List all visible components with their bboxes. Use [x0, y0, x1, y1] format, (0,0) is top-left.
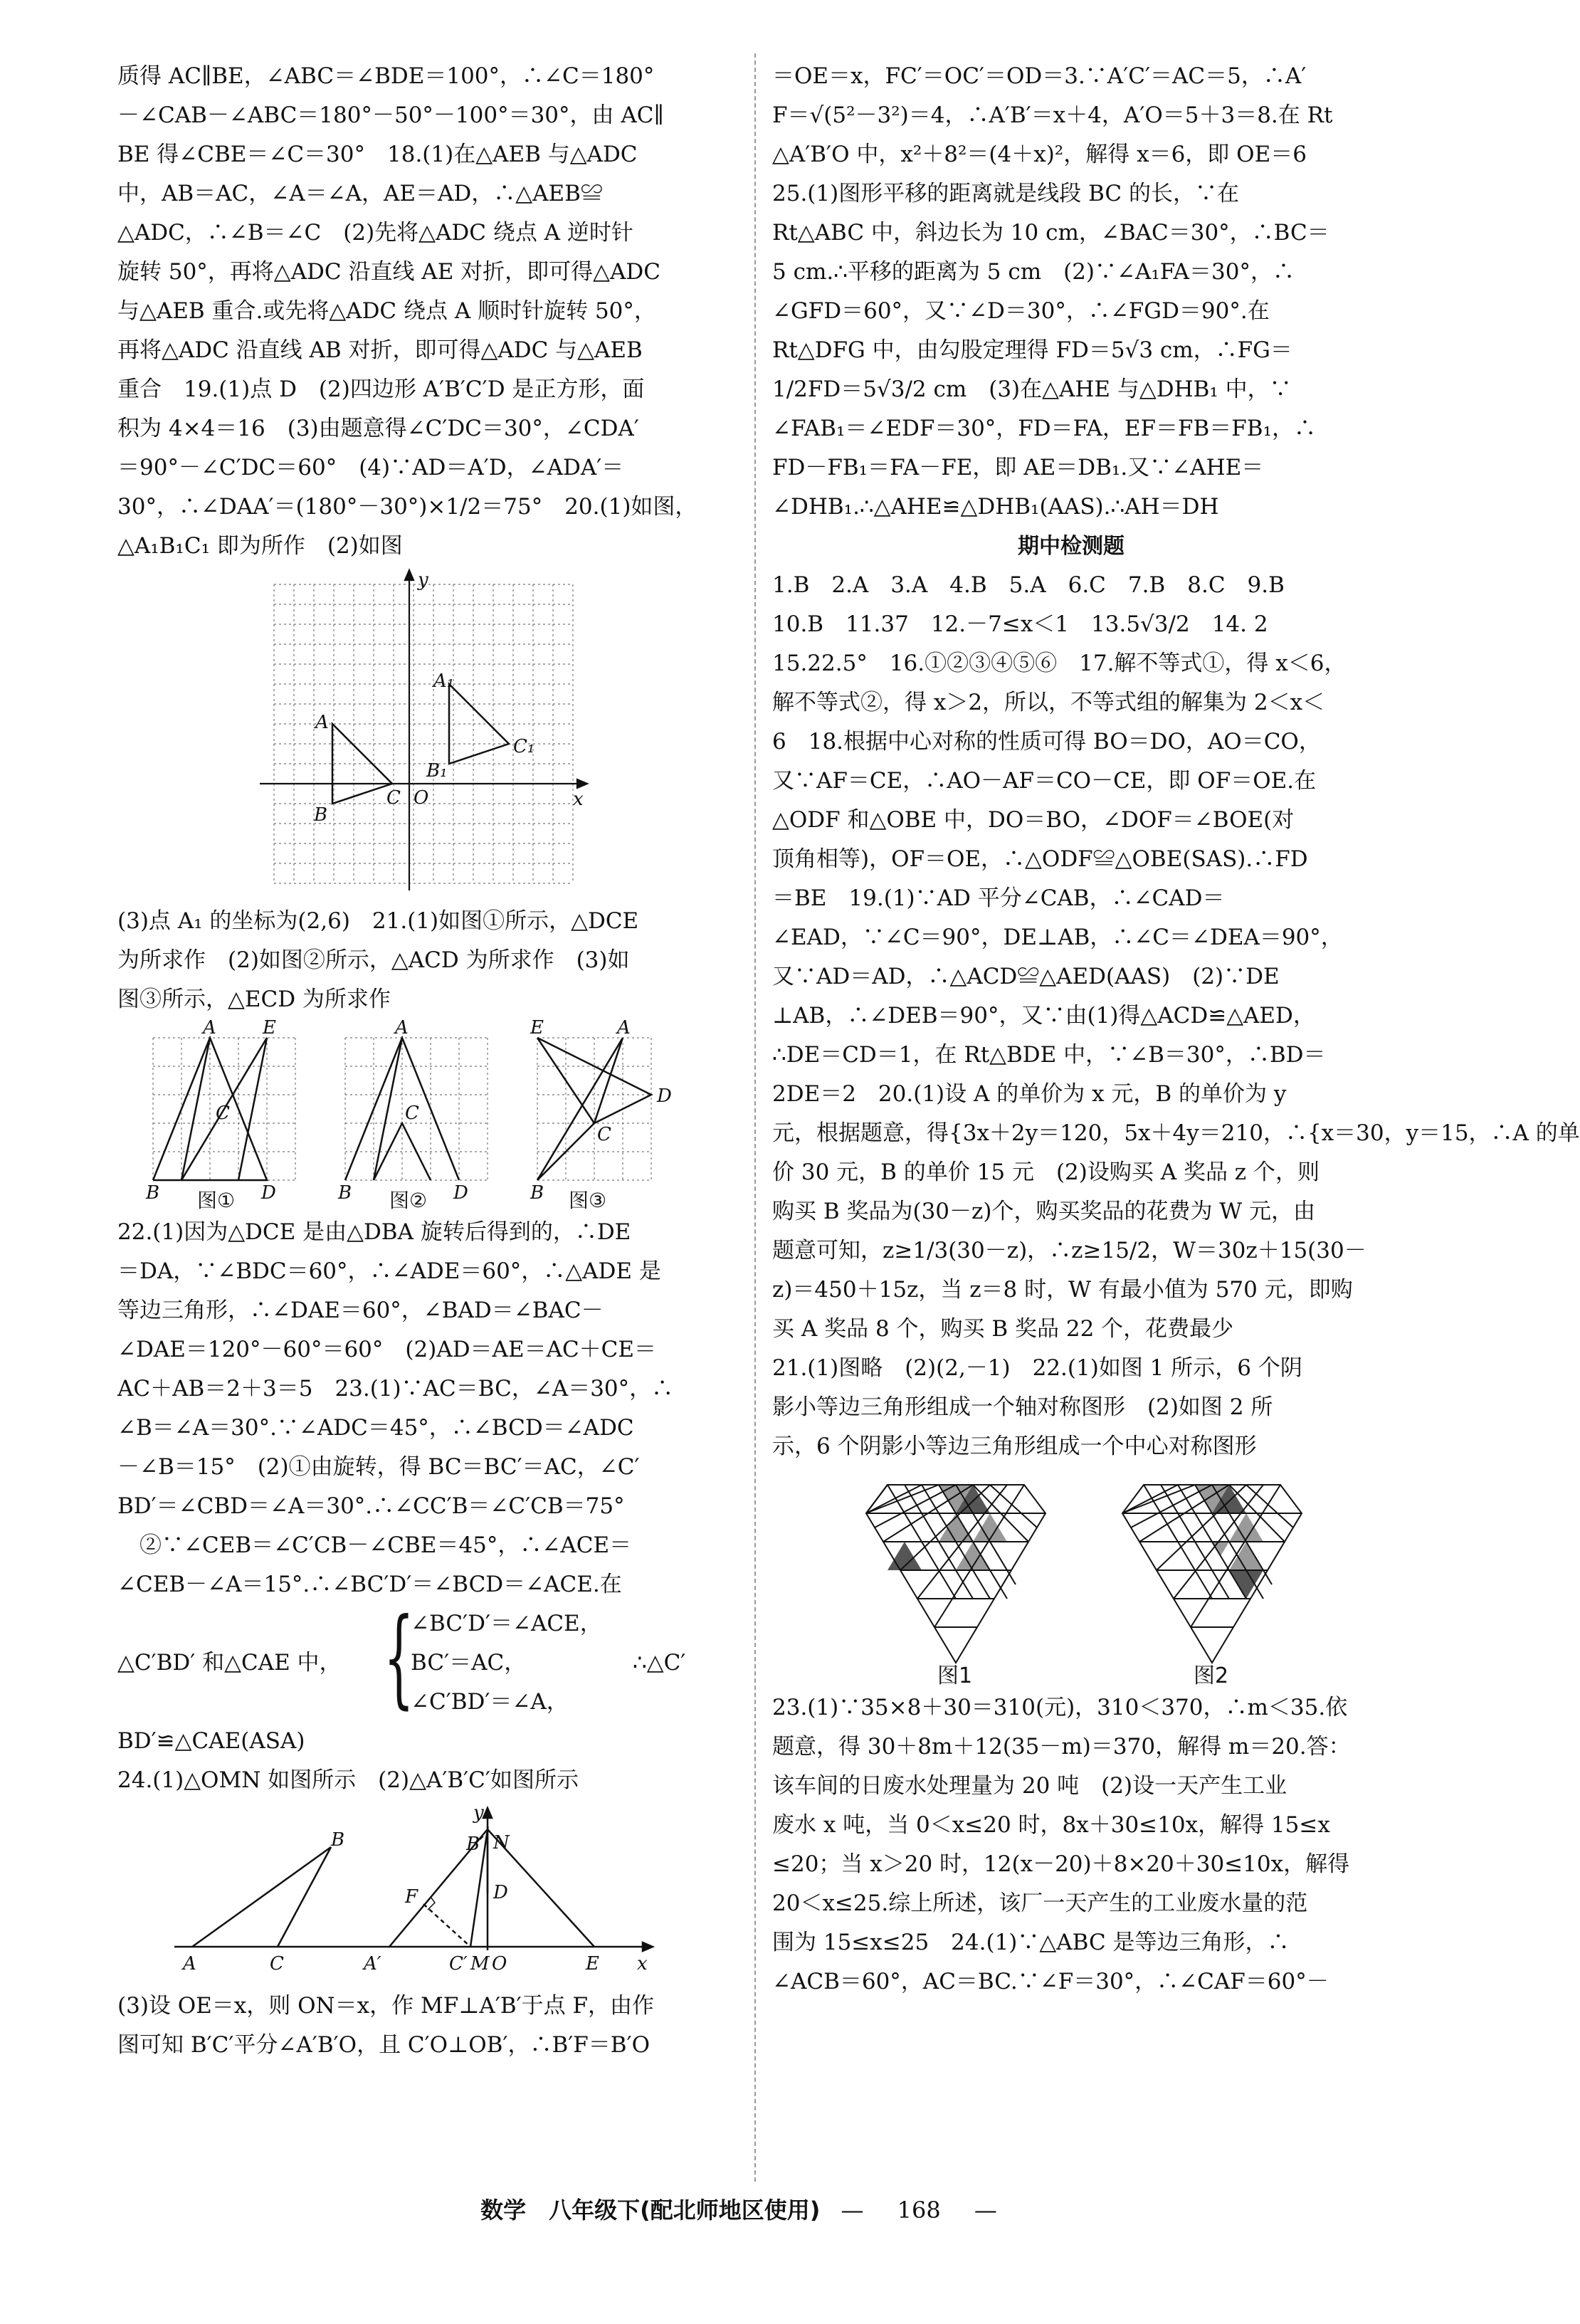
- footer-subject: 数学 八年级下(配北师地区使用): [480, 2197, 821, 2224]
- g3-label-d: D: [657, 1085, 672, 1107]
- text-line: 20＜x≤25.综上所述，该厂一天产生的工业废水量的范: [772, 1891, 1308, 1916]
- figure-22-svg: [772, 1471, 1370, 1688]
- text-line: 题意，得 30＋8m＋12(35－m)＝370，解得 m＝20.答：: [772, 1734, 1351, 1760]
- text-line: 又∵AD＝AD，∴△ACD≌△AED(AAS) (2)∵DE: [772, 964, 1280, 989]
- f24-label-n: N: [493, 1832, 510, 1854]
- text-line: －∠CAB－∠ABC＝180°－50°－100°＝30°，由 AC∥: [117, 102, 664, 128]
- text-line: Rt△ABC 中，斜边长为 10 cm，∠BAC＝30°，∴BC＝: [772, 220, 1329, 246]
- text-line: △A′B′O 中，x²＋8²＝(4＋x)²，解得 x＝6，即 OE＝6: [772, 142, 1307, 167]
- g1-label-e: E: [263, 1017, 276, 1039]
- left-text-block-c: [117, 1213, 715, 1604]
- text-line: 解不等式②，得 x＞2，所以，不等式组的解集为 2＜x＜: [772, 690, 1325, 715]
- text-line: 5 cm.∴平移的距离为 5 cm (2)∵∠A₁FA＝30°，∴: [772, 259, 1295, 285]
- column-divider: [754, 53, 756, 2182]
- grid-3: [537, 1038, 651, 1180]
- text-line: △A₁B₁C₁ 即为所作 (2)如图: [117, 533, 403, 559]
- g2-label-a: A: [395, 1017, 409, 1039]
- axes: [260, 570, 587, 890]
- text-line: ＝OE＝x，FC′＝OC′＝OD＝3.∵A′C′＝AC＝5，∴A′: [772, 63, 1307, 89]
- text-line: 2DE＝2 20.(1)设 A 的单价为 x 元，B 的单价为 y: [772, 1081, 1287, 1107]
- f24-label-d: D: [493, 1882, 508, 1903]
- footer-dash-right: —: [974, 2197, 997, 2224]
- left-text-block-b: [117, 902, 715, 1019]
- right-column: [772, 57, 1580, 2002]
- left-column: [117, 57, 715, 2065]
- text-line: ∠DHB₁.∴△AHE≌△DHB₁(AAS).∴AH＝DH: [772, 494, 1219, 520]
- text-line: 元，根据题意，得{3x＋2y＝120，5x＋4y＝210，∴{x＝30，y＝15，∴A 的单: [772, 1120, 1580, 1146]
- text-line: 为所求作 (2)如图②所示，△ACD 为所求作 (3)如: [117, 947, 630, 973]
- equation-system: [117, 1596, 715, 1722]
- caption-fig22-1: 图1: [937, 1663, 973, 1688]
- caption-fig-1: 图①: [197, 1189, 236, 1212]
- text-line: 买 A 奖品 8 个，购买 B 奖品 22 个，花费最少: [772, 1316, 1234, 1342]
- text-line: ＝DA，∵∠BDC＝60°，∴∠ADE＝60°，∴△ADE 是: [117, 1258, 661, 1284]
- origin-label: O: [414, 787, 429, 809]
- g2-label-c: C: [405, 1103, 419, 1124]
- text-line: 示，6 个阴影小等边三角形组成一个中心对称图形: [772, 1434, 1257, 1459]
- f24-label-c: C: [270, 1953, 284, 1975]
- figure-24-axes: [174, 1808, 653, 1951]
- f24-label-a-prime: A′: [364, 1953, 381, 1975]
- g3-label-a: A: [617, 1017, 631, 1039]
- text-line: ∠ACB＝60°，AC＝BC.∵∠F＝30°，∴∠CAF＝60°－: [772, 1969, 1329, 1994]
- text-line: 图可知 B′C′平分∠A′B′O，且 C′O⊥OB′，∴B′F＝B′O: [117, 2032, 651, 2058]
- figure-20-svg: [117, 570, 715, 898]
- text-line: FD－FB₁＝FA－FE，即 AE＝DB₁.又∵∠AHE＝: [772, 455, 1264, 480]
- text-line: AC＋AB＝2＋3＝5 23.(1)∵AC＝BC，∠A＝30°，∴: [117, 1376, 674, 1402]
- text-line: ②∵∠CEB＝∠C′CB－∠CBE＝45°，∴∠ACE＝: [117, 1532, 632, 1558]
- text-line: 图③所示，△ECD 为所求作: [117, 987, 391, 1012]
- left-text-block-a: [117, 57, 715, 566]
- figure-20-coordinate-grid: [117, 570, 715, 898]
- text-line: 价 30 元，B 的单价 15 元 (2)设购买 A 奖品 z 个，则: [772, 1160, 1320, 1185]
- caption-fig-2: 图②: [389, 1189, 428, 1212]
- text-line: Rt△DFG 中，由勾股定理得 FD＝5√3 cm，∴FG＝: [772, 337, 1292, 363]
- text-line: 购买 B 奖品为(30－z)个，购买奖品的花费为 W 元，由: [772, 1199, 1316, 1224]
- figure-24-triangles: [192, 1829, 594, 1947]
- section-title-midterm: 期中检测题: [1018, 534, 1125, 559]
- text-line: 1/2FD＝5√3/2 cm (3)在△AHE 与△DHB₁ 中，∵: [772, 377, 1292, 402]
- text-line: BE 得∠CBE＝∠C＝30° 18.(1)在△AEB 与△ADC: [117, 142, 638, 167]
- g3-label-b: B: [530, 1182, 544, 1204]
- f24-label-m: M: [470, 1953, 490, 1975]
- text-line: 积为 4×4＝16 (3)由题意得∠C′DC＝30°，∠CDA′: [117, 416, 639, 441]
- text-line: ∠DAE＝120°－60°＝60° (2)AD＝AE＝AC＋CE＝: [117, 1337, 657, 1362]
- text-line: 重合 19.(1)点 D (2)四边形 A′B′C′D 是正方形，面: [117, 377, 645, 402]
- text-line: 1.B 2.A 3.A 4.B 5.A 6.C 7.B 8.C 9.B: [772, 572, 1285, 598]
- system-conclusion: ∴△C′: [633, 1650, 686, 1676]
- text-line: (3)点 A₁ 的坐标为(2,6) 21.(1)如图①所示，△DCE: [117, 908, 639, 934]
- point-label-b: B: [314, 804, 328, 826]
- text-line: ⊥AB，∴∠DEB＝90°，又∵由(1)得△ACD≌△AED，: [772, 1003, 1315, 1029]
- f24-label-a: A: [183, 1953, 196, 1975]
- text-line: 与△AEB 重合.或先将△ADC 绕点 A 顺时针旋转 50°，: [117, 298, 656, 324]
- x-axis-label: x: [573, 789, 584, 810]
- system-intro: △C′BD′ 和△CAE 中，: [117, 1650, 342, 1676]
- point-label-a1: A₁: [433, 671, 455, 692]
- text-line: ∠B＝∠A＝30°.∵∠ADC＝45°，∴∠BCD＝∠ADC: [117, 1415, 634, 1441]
- figure-22-triangle-grids: [772, 1471, 1370, 1688]
- text-line: 30°，∴∠DAA′＝(180°－30°)×1/2＝75° 20.(1)如图，: [117, 494, 697, 520]
- text-line: z)＝450＋15z，当 z＝8 时，W 有最小值为 570 元，即购: [772, 1277, 1353, 1303]
- system-row: ∠C′BD′＝∠A，: [411, 1689, 569, 1715]
- text-line: ≤20；当 x＞20 时，12(x－20)＋8×20＋30≤10x，解得: [772, 1851, 1350, 1877]
- point-label-b1: B₁: [426, 760, 448, 782]
- text-line: BD′≌△CAE(ASA): [117, 1728, 305, 1754]
- system-row: ∠BC′D′＝∠ACE，: [411, 1611, 602, 1636]
- system-brace: {: [384, 1596, 414, 1720]
- f24-label-o: O: [492, 1953, 507, 1975]
- text-line: 影小等边三角形组成一个轴对称图形 (2)如图 2 所: [772, 1394, 1273, 1420]
- triangle-abc: [332, 724, 392, 804]
- text-line: △ODF 和△OBE 中，DO＝BO，∠DOF＝∠BOE(对: [772, 807, 1295, 833]
- text-line: F＝√(5²－3²)＝4，∴A′B′＝x＋4，A′O＝5＋3＝8.在 Rt: [772, 102, 1333, 128]
- g1-label-c: C: [216, 1103, 230, 1124]
- caption-fig22-2: 图2: [1194, 1663, 1229, 1688]
- text-line: △ADC，∴∠B＝∠C (2)先将△ADC 绕点 A 逆时针: [117, 220, 633, 246]
- f24-label-e: E: [586, 1953, 599, 1975]
- figure-24-geometry: [117, 1804, 715, 1982]
- point-label-c: C: [386, 787, 401, 809]
- text-line: ∴DE＝CD＝1，在 Rt△BDE 中，∵∠B＝30°，∴BD＝: [772, 1042, 1326, 1068]
- text-line: ∠GFD＝60°，又∵∠D＝30°，∴∠FGD＝90°.在: [772, 298, 1270, 324]
- system-row: BC′＝AC，: [411, 1650, 527, 1676]
- text-line: 题意可知，z≥1/3(30－z)，∴z≥15/2，W＝30z＋15(30－: [772, 1238, 1366, 1263]
- f24-label-x: x: [637, 1953, 648, 1975]
- g1-label-d: D: [261, 1182, 276, 1204]
- page-footer: [0, 2192, 1490, 2225]
- text-line: 25.(1)图形平移的距离就是线段 BC 的长，∵在: [772, 181, 1239, 206]
- text-line: 再将△ADC 沿直线 AB 对折，即可得△ADC 与△AEB: [117, 337, 643, 363]
- text-line: ∠CEB－∠A＝15°.∴∠BC′D′＝∠BCD＝∠ACE.在: [117, 1572, 622, 1597]
- right-text-block-b: [772, 566, 1580, 1466]
- y-axis-label: y: [418, 569, 428, 591]
- text-line: 顶角相等)，OF＝OE，∴△ODF≌△OBE(SAS).∴FD: [772, 846, 1308, 872]
- g1-label-a: A: [203, 1017, 216, 1039]
- diamond-2: [1122, 1485, 1302, 1663]
- text-line: 15.22.5° 16.①②③④⑤⑥ 17.解不等式①，得 x＜6，: [772, 651, 1347, 676]
- figure-21-svg: [117, 1017, 715, 1212]
- text-line: 24.(1)△OMN 如图所示 (2)△A′B′C′如图所示: [117, 1767, 579, 1793]
- f24-label-y: y: [473, 1802, 484, 1824]
- g2-label-b: B: [338, 1182, 352, 1204]
- text-line: ＝90°－∠C′DC＝60° (4)∵AD＝A′D，∠ADA′＝: [117, 455, 624, 480]
- text-line: 等边三角形，∴∠DAE＝60°，∠BAD＝∠BAC－: [117, 1298, 604, 1323]
- text-line: ∠EAD，∵∠C＝90°，DE⊥AB，∴∠C＝∠DEA＝90°，: [772, 925, 1343, 950]
- text-line: 中，AB＝AC，∠A＝∠A，AE＝AD，∴△AEB≌: [117, 181, 603, 206]
- grid-lines: [274, 584, 573, 883]
- text-line: (3)设 OE＝x，则 ON＝x，作 MF⊥A′B′于点 F，由作: [117, 1993, 655, 2019]
- text-line: 该车间的日废水处理量为 20 吨 (2)设一天产生工业: [772, 1773, 1287, 1799]
- caption-fig-3: 图③: [569, 1189, 607, 1212]
- f24-label-b-prime: B′: [466, 1834, 485, 1855]
- text-line: 又∵AF＝CE，∴AO－AF＝CO－CE，即 OF＝OE.在: [772, 768, 1317, 794]
- figure-24-svg: [117, 1804, 715, 1982]
- text-line: 22.(1)因为△DCE 是由△DBA 旋转后得到的，∴DE: [117, 1219, 631, 1245]
- point-label-a: A: [315, 712, 329, 733]
- f24-label-f: F: [405, 1886, 418, 1908]
- footer-dash-left: —: [841, 2197, 864, 2224]
- figure-21-three-grids: [117, 1017, 715, 1212]
- text-line: 围为 15≤x≤25 24.(1)∵△ABC 是等边三角形，∴: [772, 1930, 1290, 1955]
- left-text-block-d: [117, 1722, 715, 1800]
- left-text-block-e: [117, 1987, 715, 2065]
- right-text-block-a: [772, 57, 1370, 527]
- point-label-c1: C₁: [513, 736, 535, 757]
- text-line: 23.(1)∵35×8＋30＝310(元)，310＜370，∴m＜35.依: [772, 1695, 1348, 1720]
- text-line: 废水 x 吨，当 0＜x≤20 时，8x＋30≤10x，解得 15≤x: [772, 1812, 1330, 1838]
- text-line: 质得 AC∥BE，∠ABC＝∠BDE＝100°，∴∠C＝180°: [117, 63, 655, 89]
- text-line: 10.B 11.37 12.－7≤x＜1 13.5√3/2 14. 2: [772, 611, 1268, 637]
- text-line: ∠FAB₁＝∠EDF＝30°，FD＝FA，EF＝FB＝FB₁，∴: [772, 416, 1317, 441]
- g2-label-d: D: [453, 1182, 468, 1204]
- page-number: 168: [897, 2197, 941, 2224]
- text-line: 旋转 50°，再将△ADC 沿直线 AE 对折，即可得△ADC: [117, 259, 660, 285]
- f24-label-c-prime: C′: [449, 1953, 468, 1975]
- g3-label-c: C: [597, 1124, 611, 1145]
- f24-label-b: B: [331, 1829, 345, 1851]
- g1-label-b: B: [146, 1182, 160, 1204]
- text-line: 6 18.根据中心对称的性质可得 BO＝DO，AO＝CO，: [772, 729, 1321, 754]
- text-line: ＝BE 19.(1)∵AD 平分∠CAB，∴∠CAD＝: [772, 885, 1225, 911]
- g3-label-e: E: [530, 1017, 544, 1039]
- text-line: BD′＝∠CBD＝∠A＝30°.∴∠CC′B＝∠C′CB＝75°: [117, 1493, 625, 1519]
- diamond-1: [866, 1485, 1046, 1663]
- text-line: 21.(1)图略 (2)(2,－1) 22.(1)如图 1 所示，6 个阴: [772, 1355, 1302, 1381]
- text-line: －∠B＝15° (2)①由旋转，得 BC＝BC′＝AC，∠C′: [117, 1454, 640, 1480]
- right-text-block-c: [772, 1688, 1370, 2002]
